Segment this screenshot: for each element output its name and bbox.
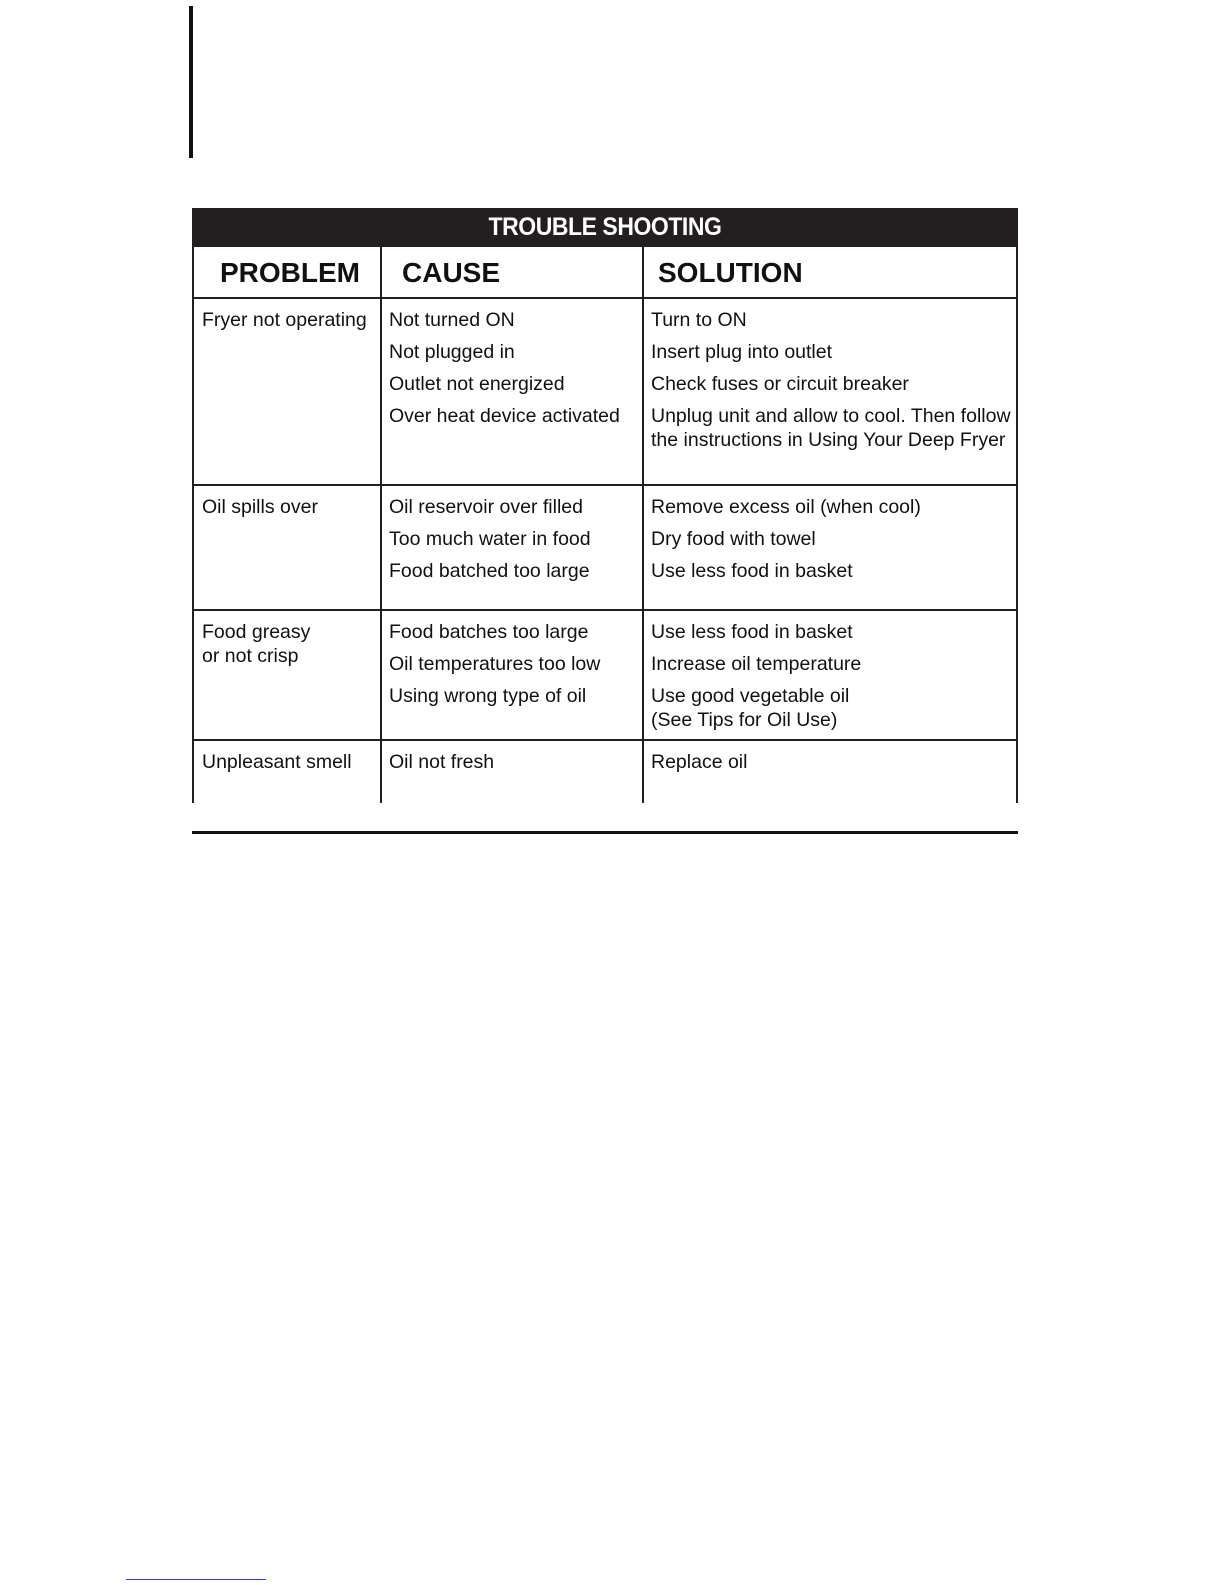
problem-text: Fryer not operating <box>202 309 367 331</box>
cause-text: Not plugged in <box>389 341 515 363</box>
solution-text: Check fuses or circuit breaker <box>651 373 909 395</box>
solution-text <box>651 404 1016 452</box>
solution-text: Increase oil temperature <box>651 653 862 675</box>
table-row <box>194 611 1016 741</box>
solution-text: Turn to ON <box>651 309 747 331</box>
solution-text: Remove excess oil (when cool) <box>651 496 921 518</box>
table-row <box>194 486 1016 611</box>
solution-text-line: the instructions in Using Your Deep Fryer <box>651 429 1006 451</box>
table-grid <box>192 247 1018 803</box>
header-cause: CAUSE <box>382 247 644 297</box>
margin-rule <box>189 6 193 158</box>
problem-text: Food greasy <box>202 621 311 643</box>
table-row <box>194 299 1016 486</box>
solution-text: Dry food with towel <box>651 528 816 550</box>
cause-cell <box>382 611 644 739</box>
footer-link-underline[interactable] <box>126 1579 266 1580</box>
cause-text: Not turned ON <box>389 309 515 331</box>
problem-cell <box>194 299 382 484</box>
problem-cell <box>194 741 382 803</box>
solution-text: Replace oil <box>651 751 748 773</box>
cause-text: Oil not fresh <box>389 751 495 773</box>
table-row <box>194 741 1016 803</box>
title-bar <box>192 208 1018 247</box>
header-problem: PROBLEM <box>194 247 382 297</box>
cause-text: Food batches too large <box>389 621 589 643</box>
cause-text: Too much water in food <box>389 528 591 550</box>
solution-cell <box>644 486 1016 609</box>
header-row <box>194 247 1016 299</box>
problem-cell <box>194 611 382 739</box>
solution-cell <box>644 611 1016 739</box>
cause-text: Using wrong type of oil <box>389 685 587 707</box>
solution-text: Use less food in basket <box>651 621 853 643</box>
solution-cell <box>644 741 1016 803</box>
cause-cell <box>382 299 644 484</box>
solution-cell <box>644 299 1016 484</box>
solution-text <box>651 684 1016 732</box>
cause-text: Food batched too large <box>389 560 590 582</box>
bottom-rule <box>192 831 1018 834</box>
cause-text: Outlet not energized <box>389 373 565 395</box>
cause-text: Over heat device activated <box>389 405 620 427</box>
solution-text-line: (See Tips for Oil Use) <box>651 709 838 731</box>
cause-cell <box>382 486 644 609</box>
header-solution: SOLUTION <box>658 257 803 288</box>
cause-text: Oil temperatures too low <box>389 653 601 675</box>
solution-text-line: Unplug unit and allow to cool. Then follow <box>651 405 1011 427</box>
cause-text: Oil reservoir over filled <box>389 496 583 518</box>
table-title: TROUBLE SHOOTING <box>488 213 722 241</box>
troubleshooting-table <box>192 208 1018 803</box>
solution-text: Use less food in basket <box>651 560 853 582</box>
problem-text: Unpleasant smell <box>202 751 352 773</box>
cause-cell <box>382 741 644 803</box>
solution-text: Insert plug into outlet <box>651 341 833 363</box>
problem-cell <box>194 486 382 609</box>
problem-text: Oil spills over <box>202 496 318 518</box>
problem-text: or not crisp <box>202 645 299 667</box>
solution-text-line: Use good vegetable oil <box>651 685 850 707</box>
